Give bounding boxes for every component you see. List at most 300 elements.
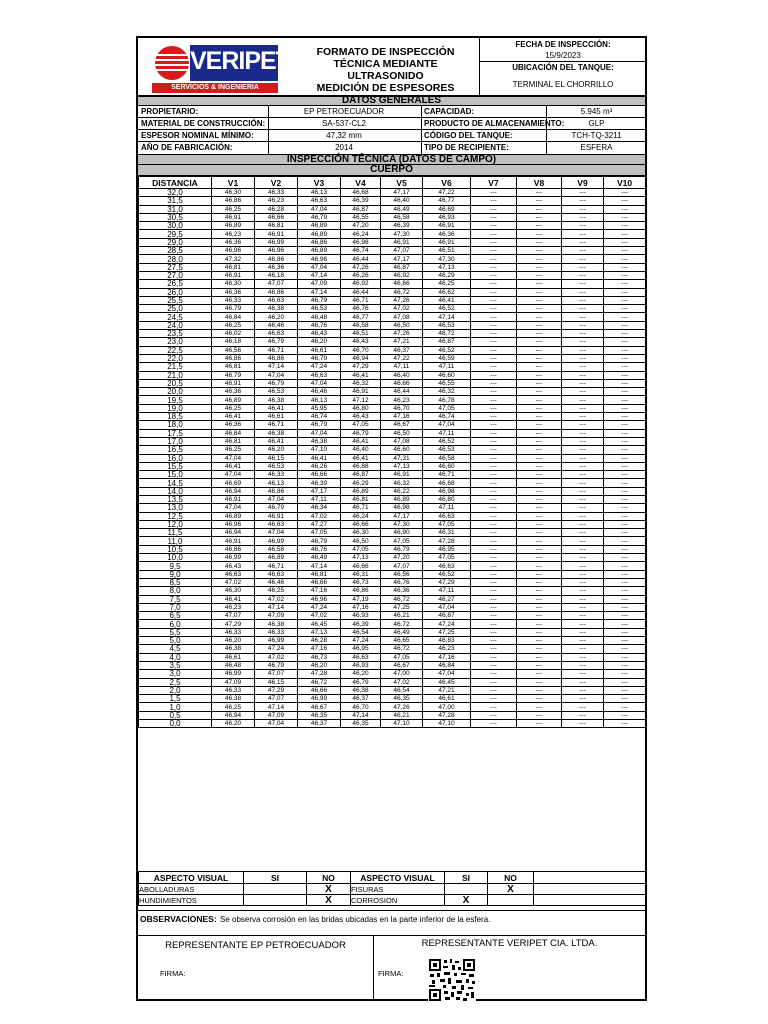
table-row bbox=[139, 305, 646, 313]
aspecto-header-row bbox=[139, 872, 646, 884]
aspecto-col-5: SI bbox=[445, 872, 488, 884]
thickness-cell-v6: 46,61 bbox=[423, 695, 471, 703]
distance-cell: 23,0 bbox=[139, 338, 212, 346]
thickness-cell-v5: 47,08 bbox=[381, 437, 423, 445]
thickness-cell-v5: 47,26 bbox=[381, 296, 423, 304]
empty-cell-v10: --- bbox=[604, 363, 646, 371]
thickness-cell-v6: 46,62 bbox=[423, 288, 471, 296]
empty-cell-v7: --- bbox=[471, 479, 517, 487]
thickness-cell-v1: 47,32 bbox=[212, 255, 255, 263]
thickness-cell-v4: 46,32 bbox=[341, 379, 381, 387]
thickness-cell-v4: 46,41 bbox=[341, 437, 381, 445]
thickness-cell-v2: 46,66 bbox=[255, 213, 298, 221]
anio-value: 2014 bbox=[335, 143, 353, 152]
empty-cell-v7: --- bbox=[471, 570, 517, 578]
thickness-cell-v2: 46,86 bbox=[255, 288, 298, 296]
thickness-cell-v1: 46,23 bbox=[212, 603, 255, 611]
distance-cell: 14,0 bbox=[139, 487, 212, 495]
thickness-cell-v2: 47,24 bbox=[255, 645, 298, 653]
thickness-cell-v1: 46,89 bbox=[212, 396, 255, 404]
thickness-cell-v2: 46,33 bbox=[255, 471, 298, 479]
distance-cell: 10,0 bbox=[139, 554, 212, 562]
thickness-cell-v6: 46,80 bbox=[423, 495, 471, 503]
empty-cell-v10: --- bbox=[604, 637, 646, 645]
thickness-cell-v1: 46,48 bbox=[212, 661, 255, 669]
thickness-cell-v3: 46,66 bbox=[298, 686, 341, 694]
thickness-cell-v5: 47,02 bbox=[381, 678, 423, 686]
thickness-cell-v3: 46,76 bbox=[298, 321, 341, 329]
empty-cell-v8: --- bbox=[517, 305, 562, 313]
thickness-cell-v2: 47,07 bbox=[255, 280, 298, 288]
table-row bbox=[139, 570, 646, 578]
thickness-cell-v5: 46,49 bbox=[381, 205, 423, 213]
thickness-cell-v2: 46,46 bbox=[255, 578, 298, 586]
thickness-cell-v5: 47,10 bbox=[381, 720, 423, 728]
thickness-cell-v2: 46,99 bbox=[255, 238, 298, 246]
thickness-cell-v4: 46,26 bbox=[341, 271, 381, 279]
thickness-cell-v2: 46,71 bbox=[255, 562, 298, 570]
col-header-v7: V7 bbox=[471, 177, 517, 189]
empty-cell-v10: --- bbox=[604, 396, 646, 404]
thickness-cell-v3: 46,89 bbox=[298, 222, 341, 230]
empty-cell-v8: --- bbox=[517, 637, 562, 645]
empty-cell-v9: --- bbox=[562, 504, 604, 512]
thickness-cell-v5: 46,35 bbox=[381, 695, 423, 703]
propietario-label: PROPIETARIO: bbox=[141, 107, 199, 116]
thickness-cell-v2: 47,29 bbox=[255, 686, 298, 694]
empty-cell-v7: --- bbox=[471, 222, 517, 230]
thickness-cell-v2: 46,99 bbox=[255, 537, 298, 545]
thickness-cell-v1: 46,84 bbox=[212, 313, 255, 321]
distance-cell: 17,5 bbox=[139, 429, 212, 437]
thickness-cell-v6: 47,25 bbox=[423, 628, 471, 636]
empty-cell-v9: --- bbox=[562, 678, 604, 686]
aspecto-no-2: X bbox=[488, 884, 534, 895]
thickness-cell-v4: 46,89 bbox=[341, 487, 381, 495]
table-row bbox=[139, 238, 646, 246]
thickness-cell-v2: 46,38 bbox=[255, 620, 298, 628]
empty-cell-v7: --- bbox=[471, 238, 517, 246]
empty-cell-v9: --- bbox=[562, 330, 604, 338]
thickness-cell-v2: 47,09 bbox=[255, 711, 298, 719]
empty-cell-v9: --- bbox=[562, 578, 604, 586]
thickness-cell-v3: 46,76 bbox=[298, 545, 341, 553]
empty-cell-v7: --- bbox=[471, 487, 517, 495]
thickness-cell-v6: 47,22 bbox=[423, 189, 471, 197]
thickness-cell-v6: 47,11 bbox=[423, 587, 471, 595]
empty-cell-v9: --- bbox=[562, 537, 604, 545]
empty-cell-v8: --- bbox=[517, 678, 562, 686]
thickness-cell-v5: 46,36 bbox=[381, 587, 423, 595]
thickness-cell-v2: 46,58 bbox=[255, 545, 298, 553]
empty-cell-v10: --- bbox=[604, 587, 646, 595]
thickness-cell-v2: 46,15 bbox=[255, 678, 298, 686]
distance-cell: 27,0 bbox=[139, 271, 212, 279]
thickness-cell-v6: 46,27 bbox=[423, 595, 471, 603]
empty-cell-v8: --- bbox=[517, 437, 562, 445]
thickness-cell-v5: 46,91 bbox=[381, 238, 423, 246]
empty-cell-v8: --- bbox=[517, 446, 562, 454]
thickness-cell-v6: 46,52 bbox=[423, 305, 471, 313]
thickness-cell-v2: 46,61 bbox=[255, 413, 298, 421]
thickness-cell-v3: 46,35 bbox=[298, 711, 341, 719]
empty-cell-v8: --- bbox=[517, 520, 562, 528]
thickness-cell-v5: 47,20 bbox=[381, 554, 423, 562]
thickness-cell-v5: 47,17 bbox=[381, 189, 423, 197]
distance-cell: 10,5 bbox=[139, 545, 212, 553]
thickness-cell-v5: 46,44 bbox=[381, 388, 423, 396]
thickness-cell-v3: 47,28 bbox=[298, 670, 341, 678]
thickness-cell-v1: 46,86 bbox=[212, 197, 255, 205]
firma-right-title: REPRESENTANTE VERIPET CIA. LTDA. bbox=[421, 938, 598, 949]
producto-label: PRODUCTO DE ALMACENAMIENTO: bbox=[424, 119, 565, 128]
empty-cell-v9: --- bbox=[562, 703, 604, 711]
thickness-cell-v2: 46,79 bbox=[255, 661, 298, 669]
empty-cell-v7: --- bbox=[471, 554, 517, 562]
thickness-cell-v1: 46,91 bbox=[212, 495, 255, 503]
material-label: MATERIAL DE CONSTRUCCIÓN: bbox=[141, 119, 266, 128]
empty-cell-v10: --- bbox=[604, 686, 646, 694]
empty-cell-v9: --- bbox=[562, 413, 604, 421]
producto-value: GLP bbox=[588, 119, 605, 128]
empty-cell-v9: --- bbox=[562, 479, 604, 487]
empty-cell-v8: --- bbox=[517, 280, 562, 288]
thickness-cell-v1: 46,86 bbox=[212, 354, 255, 362]
thickness-cell-v3: 46,99 bbox=[298, 695, 341, 703]
thickness-cell-v4: 46,50 bbox=[341, 537, 381, 545]
thickness-cell-v5: 47,13 bbox=[381, 462, 423, 470]
table-row bbox=[139, 371, 646, 379]
empty-cell-v8: --- bbox=[517, 570, 562, 578]
empty-cell-v8: --- bbox=[517, 603, 562, 611]
thickness-cell-v2: 46,46 bbox=[255, 321, 298, 329]
empty-cell-v7: --- bbox=[471, 454, 517, 462]
empty-cell-v8: --- bbox=[517, 454, 562, 462]
empty-cell-v10: --- bbox=[604, 645, 646, 653]
empty-cell-v10: --- bbox=[604, 479, 646, 487]
empty-cell-v7: --- bbox=[471, 562, 517, 570]
distance-cell: 0,0 bbox=[139, 720, 212, 728]
empty-cell-v7: --- bbox=[471, 429, 517, 437]
table-row bbox=[139, 363, 646, 371]
empty-cell-v10: --- bbox=[604, 595, 646, 603]
thickness-cell-v4: 46,95 bbox=[341, 645, 381, 653]
empty-cell-v7: --- bbox=[471, 321, 517, 329]
empty-cell-v8: --- bbox=[517, 205, 562, 213]
empty-cell-v9: --- bbox=[562, 305, 604, 313]
qr-code-signature bbox=[428, 958, 476, 1002]
empty-cell-v7: --- bbox=[471, 288, 517, 296]
thickness-cell-v3: 47,09 bbox=[298, 280, 341, 288]
thickness-cell-v1: 46,41 bbox=[212, 413, 255, 421]
empty-cell-v7: --- bbox=[471, 255, 517, 263]
thickness-cell-v1: 46,36 bbox=[212, 288, 255, 296]
thickness-cell-v1: 46,20 bbox=[212, 637, 255, 645]
thickness-cell-v3: 46,86 bbox=[298, 238, 341, 246]
thickness-cell-v3: 47,17 bbox=[298, 487, 341, 495]
thickness-cell-v1: 47,07 bbox=[212, 612, 255, 620]
thickness-cell-v6: 47,13 bbox=[423, 263, 471, 271]
thickness-cell-v6: 46,77 bbox=[423, 197, 471, 205]
table-row bbox=[139, 230, 646, 238]
thickness-cell-v2: 46,99 bbox=[255, 637, 298, 645]
thickness-cell-v6: 46,87 bbox=[423, 338, 471, 346]
empty-cell-v7: --- bbox=[471, 189, 517, 197]
empty-cell-v7: --- bbox=[471, 230, 517, 238]
thickness-cell-v2: 46,36 bbox=[255, 263, 298, 271]
col-header-distancia: DISTANCIA bbox=[139, 177, 212, 189]
thickness-cell-v2: 46,25 bbox=[255, 587, 298, 595]
thickness-cell-v2: 47,04 bbox=[255, 371, 298, 379]
thickness-cell-v2: 46,20 bbox=[255, 446, 298, 454]
thickness-cell-v3: 47,10 bbox=[298, 446, 341, 454]
thickness-cell-v4: 46,80 bbox=[341, 404, 381, 412]
logo-text: VERIPET bbox=[190, 47, 290, 75]
table-row bbox=[139, 554, 646, 562]
empty-cell-v9: --- bbox=[562, 495, 604, 503]
thickness-cell-v5: 46,98 bbox=[381, 504, 423, 512]
thickness-cell-v4: 46,51 bbox=[341, 330, 381, 338]
thickness-cell-v2: 46,86 bbox=[255, 255, 298, 263]
thickness-cell-v2: 47,14 bbox=[255, 703, 298, 711]
distance-cell: 18,0 bbox=[139, 421, 212, 429]
thickness-cell-v3: 46,74 bbox=[298, 413, 341, 421]
empty-cell-v9: --- bbox=[562, 720, 604, 728]
empty-cell-v8: --- bbox=[517, 271, 562, 279]
distance-cell: 6,5 bbox=[139, 612, 212, 620]
aspecto-col-6: NO bbox=[488, 872, 534, 884]
thickness-cell-v6: 46,72 bbox=[423, 330, 471, 338]
aspecto-si-1 bbox=[244, 884, 307, 895]
aspecto-no-1: X bbox=[307, 884, 351, 895]
datos-row4 bbox=[138, 142, 645, 154]
thickness-cell-v5: 46,91 bbox=[381, 471, 423, 479]
empty-cell-v7: --- bbox=[471, 263, 517, 271]
empty-cell-v10: --- bbox=[604, 421, 646, 429]
distance-cell: 5,5 bbox=[139, 628, 212, 636]
distance-cell: 15,0 bbox=[139, 471, 212, 479]
table-row bbox=[139, 587, 646, 595]
thickness-cell-v4: 46,71 bbox=[341, 296, 381, 304]
thickness-cell-v4: 46,91 bbox=[341, 388, 381, 396]
table-row bbox=[139, 263, 646, 271]
qr-code-graphic bbox=[428, 958, 476, 1002]
table-row bbox=[139, 529, 646, 537]
thickness-cell-v3: 46,61 bbox=[298, 346, 341, 354]
thickness-cell-v2: 46,63 bbox=[255, 570, 298, 578]
datos-generales-title: DATOS GENERALES bbox=[138, 96, 645, 106]
thickness-cell-v3: 47,05 bbox=[298, 529, 341, 537]
thickness-cell-v5: 46,72 bbox=[381, 288, 423, 296]
table-row bbox=[139, 296, 646, 304]
thickness-cell-v2: 47,14 bbox=[255, 363, 298, 371]
aspecto-col-3: NO bbox=[307, 872, 351, 884]
table-row bbox=[139, 620, 646, 628]
empty-cell-v9: --- bbox=[562, 271, 604, 279]
distance-cell: 3,0 bbox=[139, 670, 212, 678]
distance-cell: 12,5 bbox=[139, 512, 212, 520]
distance-cell: 25,5 bbox=[139, 296, 212, 304]
empty-cell-v7: --- bbox=[471, 247, 517, 255]
thickness-cell-v6: 46,23 bbox=[423, 645, 471, 653]
thickness-cell-v6: 47,04 bbox=[423, 603, 471, 611]
thickness-cell-v2: 46,33 bbox=[255, 189, 298, 197]
empty-cell-v9: --- bbox=[562, 280, 604, 288]
empty-cell-v10: --- bbox=[604, 620, 646, 628]
thickness-cell-v3: 47,13 bbox=[298, 628, 341, 636]
empty-cell-v10: --- bbox=[604, 562, 646, 570]
thickness-cell-v4: 46,98 bbox=[341, 238, 381, 246]
thickness-cell-v1: 46,25 bbox=[212, 404, 255, 412]
thickness-cell-v3: 46,53 bbox=[298, 305, 341, 313]
empty-cell-v10: --- bbox=[604, 247, 646, 255]
empty-cell-v10: --- bbox=[604, 280, 646, 288]
empty-cell-v9: --- bbox=[562, 429, 604, 437]
col-header-v1: V1 bbox=[212, 177, 255, 189]
thickness-cell-v2: 46,53 bbox=[255, 462, 298, 470]
distance-cell: 23,5 bbox=[139, 330, 212, 338]
empty-cell-v8: --- bbox=[517, 288, 562, 296]
thickness-cell-v4: 46,87 bbox=[341, 471, 381, 479]
thickness-cell-v2: 46,38 bbox=[255, 429, 298, 437]
aspecto-col-2: SI bbox=[244, 872, 307, 884]
empty-cell-v8: --- bbox=[517, 537, 562, 545]
distance-cell: 4,0 bbox=[139, 653, 212, 661]
empty-cell-v8: --- bbox=[517, 338, 562, 346]
thickness-cell-v5: 46,50 bbox=[381, 321, 423, 329]
thickness-cell-v1: 46,61 bbox=[212, 653, 255, 661]
thickness-cell-v6: 46,53 bbox=[423, 321, 471, 329]
thickness-cell-v3: 46,79 bbox=[298, 213, 341, 221]
empty-cell-v10: --- bbox=[604, 263, 646, 271]
empty-cell-v9: --- bbox=[562, 205, 604, 213]
thickness-cell-v6: 46,41 bbox=[423, 296, 471, 304]
thickness-cell-v1: 46,02 bbox=[212, 330, 255, 338]
thickness-cell-v5: 46,67 bbox=[381, 421, 423, 429]
empty-cell-v8: --- bbox=[517, 421, 562, 429]
thickness-cell-v1: 46,25 bbox=[212, 205, 255, 213]
thickness-cell-v5: 46,21 bbox=[381, 711, 423, 719]
empty-cell-v10: --- bbox=[604, 238, 646, 246]
thickness-cell-v3: 46,48 bbox=[298, 313, 341, 321]
empty-cell-v9: --- bbox=[562, 686, 604, 694]
thickness-cell-v6: 46,84 bbox=[423, 661, 471, 669]
thickness-cell-v1: 46,30 bbox=[212, 189, 255, 197]
thickness-cell-v2: 46,53 bbox=[255, 388, 298, 396]
thickness-cell-v4: 46,77 bbox=[341, 313, 381, 321]
thickness-cell-v3: 46,79 bbox=[298, 421, 341, 429]
thickness-cell-v5: 47,31 bbox=[381, 454, 423, 462]
table-row bbox=[139, 321, 646, 329]
distance-cell: 24,5 bbox=[139, 313, 212, 321]
thickness-cell-v2: 46,86 bbox=[255, 487, 298, 495]
thickness-cell-v4: 46,79 bbox=[341, 678, 381, 686]
empty-cell-v9: --- bbox=[562, 230, 604, 238]
thickness-cell-v3: 46,96 bbox=[298, 595, 341, 603]
thickness-cell-v6: 46,55 bbox=[423, 379, 471, 387]
empty-cell-v8: --- bbox=[517, 653, 562, 661]
distance-cell: 0,5 bbox=[139, 711, 212, 719]
empty-cell-v8: --- bbox=[517, 512, 562, 520]
empty-cell-v9: --- bbox=[562, 487, 604, 495]
thickness-cell-v6: 46,52 bbox=[423, 437, 471, 445]
table-row bbox=[139, 637, 646, 645]
thickness-cell-v6: 47,11 bbox=[423, 504, 471, 512]
thickness-cell-v1: 46,96 bbox=[212, 247, 255, 255]
thickness-cell-v5: 47,21 bbox=[381, 338, 423, 346]
aspecto-empty bbox=[534, 872, 646, 884]
thickness-cell-v5: 46,40 bbox=[381, 371, 423, 379]
thickness-cell-v2: 46,91 bbox=[255, 230, 298, 238]
thickness-cell-v6: 47,29 bbox=[423, 578, 471, 586]
empty-cell-v8: --- bbox=[517, 255, 562, 263]
thickness-cell-v4: 46,92 bbox=[341, 280, 381, 288]
thickness-cell-v3: 46,49 bbox=[298, 554, 341, 562]
empty-cell-v10: --- bbox=[604, 255, 646, 263]
thickness-cell-v3: 46,96 bbox=[298, 255, 341, 263]
thickness-cell-v3: 46,67 bbox=[298, 703, 341, 711]
thickness-cell-v6: 47,28 bbox=[423, 711, 471, 719]
empty-cell-v7: --- bbox=[471, 379, 517, 387]
distance-cell: 21,0 bbox=[139, 371, 212, 379]
thickness-cell-v5: 46,54 bbox=[381, 686, 423, 694]
thickness-cell-v6: 46,63 bbox=[423, 562, 471, 570]
thickness-cell-v4: 46,94 bbox=[341, 354, 381, 362]
thickness-cell-v4: 46,86 bbox=[341, 587, 381, 595]
thickness-cell-v2: 47,07 bbox=[255, 695, 298, 703]
empty-cell-v9: --- bbox=[562, 628, 604, 636]
thickness-cell-v5: 47,17 bbox=[381, 512, 423, 520]
distance-cell: 8,0 bbox=[139, 587, 212, 595]
thickness-cell-v4: 46,24 bbox=[341, 512, 381, 520]
table-row bbox=[139, 313, 646, 321]
empty-cell-v10: --- bbox=[604, 437, 646, 445]
distance-cell: 2,0 bbox=[139, 686, 212, 694]
empty-cell-v9: --- bbox=[562, 471, 604, 479]
thickness-cell-v6: 46,71 bbox=[423, 471, 471, 479]
distance-cell: 2,5 bbox=[139, 678, 212, 686]
thickness-cell-v5: 46,39 bbox=[381, 222, 423, 230]
empty-cell-v9: --- bbox=[562, 421, 604, 429]
empty-cell-v7: --- bbox=[471, 612, 517, 620]
thickness-cell-v6: 46,25 bbox=[423, 280, 471, 288]
table-row bbox=[139, 678, 646, 686]
empty-cell-v8: --- bbox=[517, 238, 562, 246]
thickness-cell-v4: 46,81 bbox=[341, 495, 381, 503]
empty-cell-v8: --- bbox=[517, 529, 562, 537]
empty-cell-v7: --- bbox=[471, 462, 517, 470]
table-row bbox=[139, 222, 646, 230]
thickness-cell-v3: 46,41 bbox=[298, 454, 341, 462]
empty-cell-v7: --- bbox=[471, 354, 517, 362]
thickness-cell-v5: 47,08 bbox=[381, 313, 423, 321]
thickness-cell-v6: 47,11 bbox=[423, 429, 471, 437]
thickness-cell-v5: 47,11 bbox=[381, 363, 423, 371]
thickness-cell-v2: 46,71 bbox=[255, 346, 298, 354]
thickness-cell-v1: 46,25 bbox=[212, 703, 255, 711]
thickness-cell-v4: 46,71 bbox=[341, 504, 381, 512]
empty-cell-v9: --- bbox=[562, 612, 604, 620]
empty-cell-v7: --- bbox=[471, 653, 517, 661]
codigo-label: CÓDIGO DEL TANQUE: bbox=[424, 131, 513, 140]
empty-cell-v9: --- bbox=[562, 222, 604, 230]
datos-generales-grid bbox=[138, 106, 645, 154]
aspecto-col-4: ASPECTO VISUAL bbox=[351, 872, 445, 884]
thickness-cell-v1: 46,23 bbox=[212, 230, 255, 238]
thickness-cell-v3: 47,02 bbox=[298, 512, 341, 520]
thickness-cell-v2: 47,04 bbox=[255, 529, 298, 537]
distance-cell: 13,0 bbox=[139, 504, 212, 512]
